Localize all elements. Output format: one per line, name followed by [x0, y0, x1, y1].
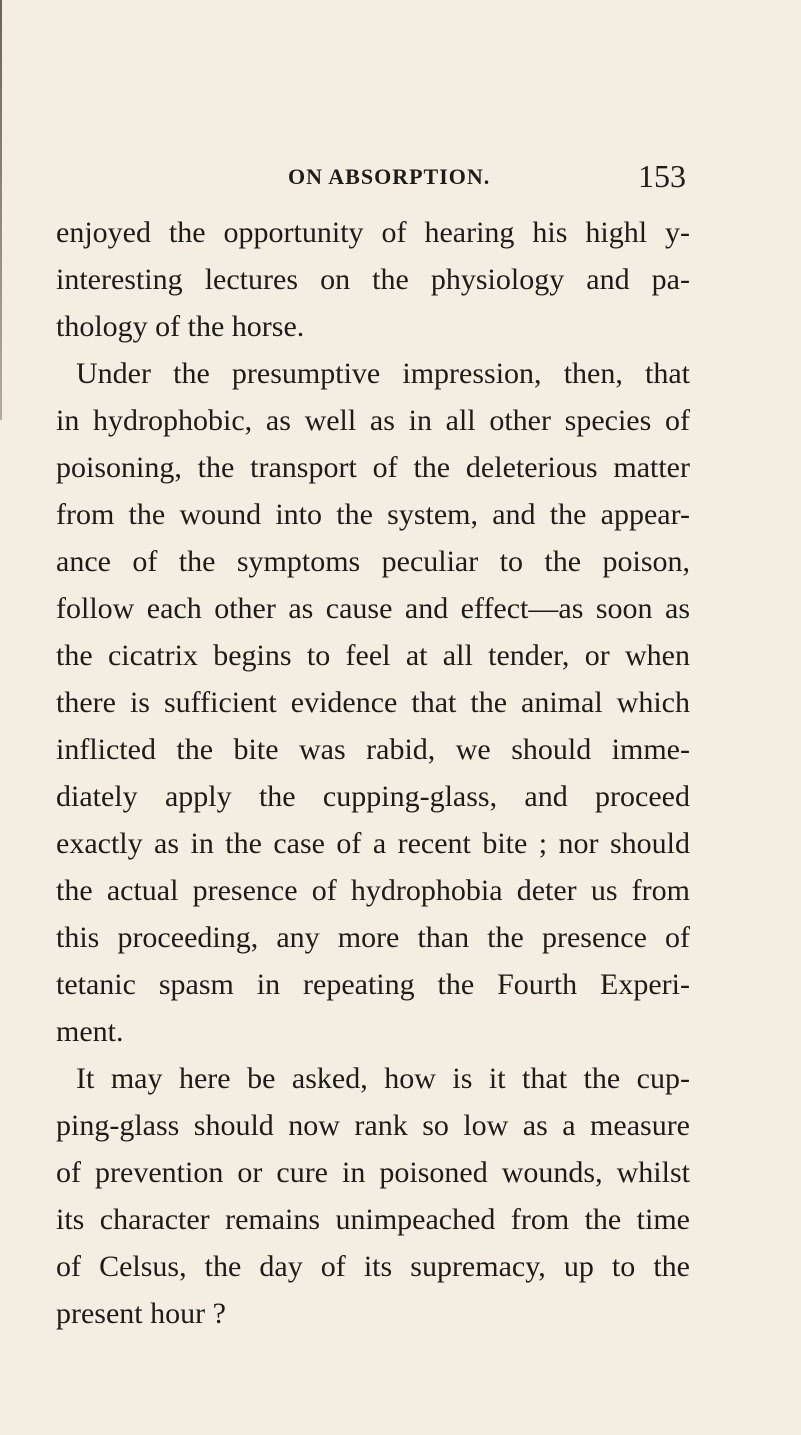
text-line: inflicted the bite was rabid, we should imme-: [56, 733, 690, 766]
text-line: interesting lectures on the physiology and pa-: [56, 263, 690, 296]
text-line: of Celsus, the day of its supremacy, up to the: [56, 1250, 690, 1283]
text-line: tetanic spasm in repeating the Fourth Experi-: [56, 968, 690, 1001]
text-line: the actual presence of hydrophobia deter us from: [56, 874, 690, 907]
page-edge: [0, 0, 2, 420]
text-line: poisoning, the transport of the deleterious matter: [56, 451, 690, 484]
text-line: enjoyed the opportunity of hearing his highl y-: [56, 216, 690, 249]
text-line: present hour ?: [56, 1297, 226, 1330]
text-line: ping-glass should now rank so low as a measure: [56, 1109, 690, 1142]
text-line: ment.: [56, 1015, 124, 1048]
text-line: in hydrophobic, as well as in all other species of: [56, 404, 690, 437]
text-line: Under the presumptive impression, then, that: [76, 357, 690, 390]
text-line: follow each other as cause and effect—as soon as: [56, 592, 690, 625]
page-number: 153: [638, 158, 686, 194]
running-head: ON ABSORPTION.: [288, 164, 491, 189]
text-line: there is sufficient evidence that the animal which: [56, 686, 690, 719]
text-line: diately apply the cupping-glass, and proceed: [56, 780, 690, 813]
page-header: [0, 158, 801, 198]
text-line: exactly as in the case of a recent bite ; nor should: [56, 827, 690, 860]
text-line: It may here be asked, how is it that the cup-: [76, 1062, 690, 1095]
text-line: this proceeding, any more than the presence of: [56, 921, 690, 954]
text-line: thology of the horse.: [56, 310, 305, 343]
text-line: its character remains unimpeached from the time: [56, 1203, 690, 1236]
text-line: from the wound into the system, and the appear-: [56, 498, 690, 531]
text-line: of prevention or cure in poisoned wounds, whilst: [56, 1156, 690, 1189]
text-line: the cicatrix begins to feel at all tender, or when: [56, 639, 690, 672]
text-line: ance of the symptoms peculiar to the poison,: [56, 545, 690, 578]
